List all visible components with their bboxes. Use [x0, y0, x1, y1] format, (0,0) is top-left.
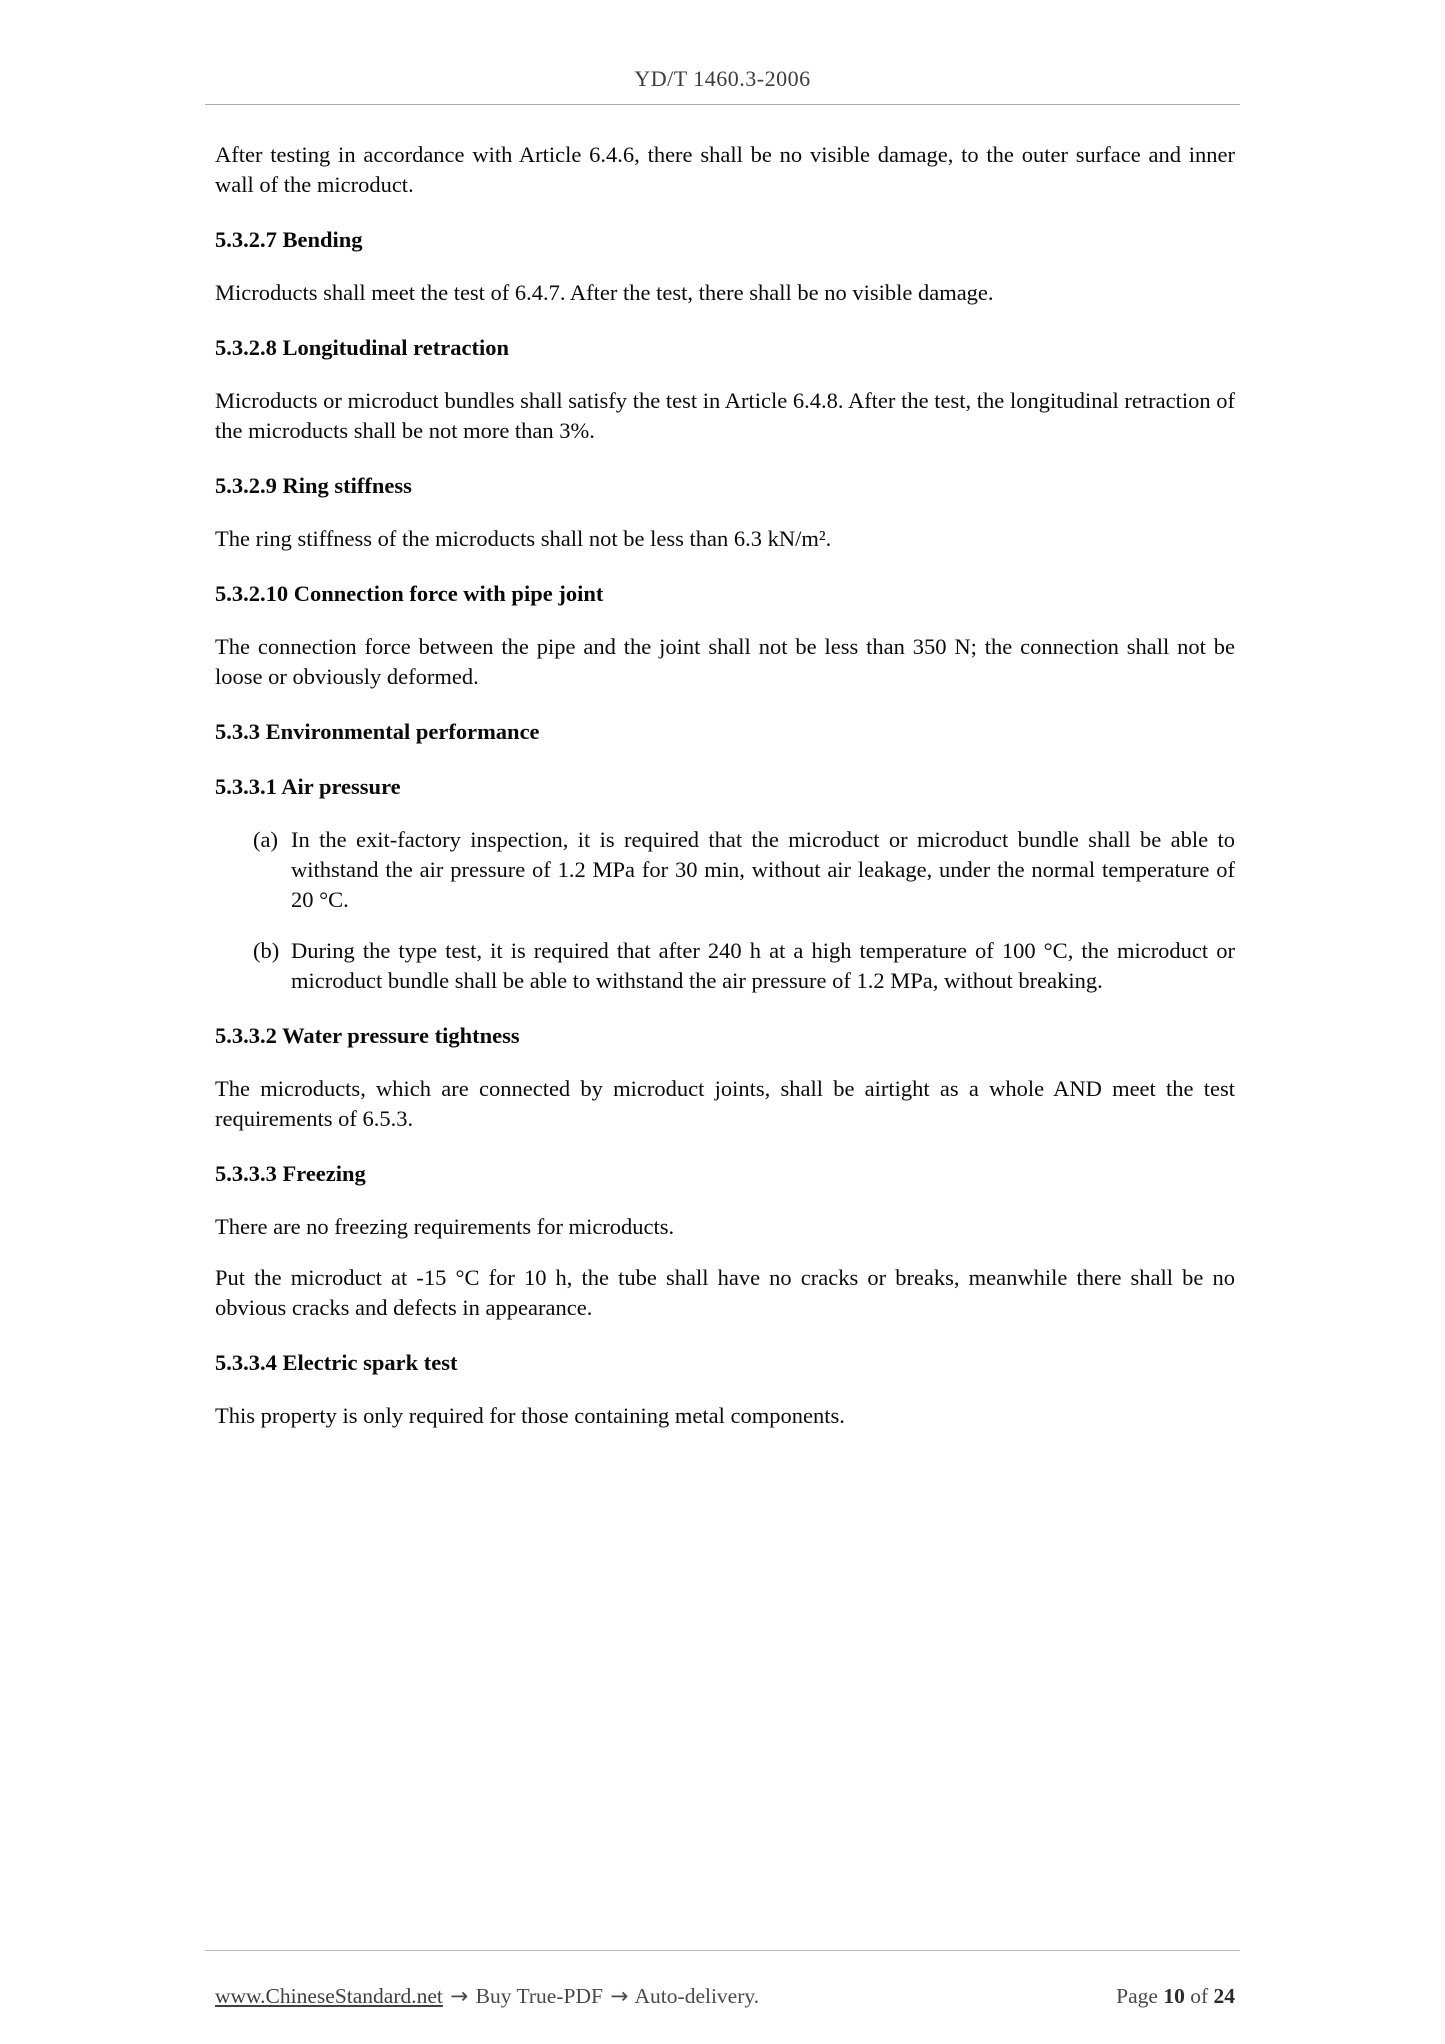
arrow-right-icon: →: [450, 1984, 469, 2009]
list-item-text: In the exit-factory inspection, it is required that the microduct or microduct bundle shall be able to withstand the air pressure of 1.2 MPa for 30 min, without air leakage, under the normal temperature of 20 °C.: [291, 827, 1235, 912]
paragraph: The connection force between the pipe and the joint shall not be less than 350 N; the connection shall not be loose or obviously deformed.: [215, 634, 1235, 689]
list-marker: (b): [253, 938, 280, 963]
doc-number: YD/T 1460.3-2006: [634, 66, 811, 91]
section-heading-ring-stiffness: 5.3.2.9 Ring stiffness: [215, 473, 412, 498]
paragraph: This property is only required for those containing metal components.: [215, 1403, 845, 1428]
footer-buy-text: Buy True-PDF: [475, 1984, 603, 2008]
page-header: [205, 66, 1240, 92]
page-content: [215, 119, 1235, 1452]
paragraph: Microducts shall meet the test of 6.4.7. After the test, there shall be no visible damage.: [215, 280, 994, 305]
section-heading-air-pressure: 5.3.3.1 Air pressure: [215, 774, 401, 799]
total-page-number: 24: [1213, 1984, 1235, 2008]
paragraph: After testing in accordance with Article 6.4.6, there shall be no visible damage, to the outer surface and inner wall of the microduct.: [215, 142, 1235, 197]
paragraph: Put the microduct at -15 °C for 10 h, the tube shall have no cracks or breaks, meanwhile there shall be no obvious cracks and defects in appearance.: [215, 1265, 1235, 1320]
paragraph: The microducts, which are connected by microduct joints, shall be airtight as a whole AND meet the test requirements of 6.5.3.: [215, 1076, 1235, 1131]
header-divider: [205, 104, 1240, 105]
section-heading-water-pressure-tightness: 5.3.3.2 Water pressure tightness: [215, 1023, 520, 1048]
footer-info: [215, 1984, 759, 2009]
footer-delivery-text: Auto-delivery.: [634, 1984, 760, 2008]
footer-site-link[interactable]: www.ChineseStandard.net: [215, 1984, 443, 2008]
current-page-number: 10: [1163, 1984, 1185, 2008]
section-heading-longitudinal-retraction: 5.3.2.8 Longitudinal retraction: [215, 335, 509, 360]
footer-divider: [205, 1950, 1240, 1951]
section-heading-bending: 5.3.2.7 Bending: [215, 227, 363, 252]
section-heading-freezing: 5.3.3.3 Freezing: [215, 1161, 366, 1186]
list-item: [215, 825, 1235, 915]
section-heading-environmental-performance: 5.3.3 Environmental performance: [215, 719, 540, 744]
list-item: [215, 936, 1235, 996]
paragraph: Microducts or microduct bundles shall satisfy the test in Article 6.4.8. After the test, the longitudinal retraction of the microducts shall be not more than 3%.: [215, 388, 1235, 443]
paragraph: The ring stiffness of the microducts shall not be less than 6.3 kN/m².: [215, 526, 832, 551]
section-heading-electric-spark-test: 5.3.3.4 Electric spark test: [215, 1350, 458, 1375]
page-label: Page: [1116, 1984, 1158, 2008]
list-item-text: During the type test, it is required that after 240 h at a high temperature of 100 °C, the microduct or microduct bundle shall be able to withstand the air pressure of 1.2 MPa, without breaking.: [291, 938, 1235, 993]
section-heading-connection-force: 5.3.2.10 Connection force with pipe joint: [215, 581, 604, 606]
footer-page-indicator: [1116, 1984, 1235, 2009]
of-label: of: [1190, 1984, 1209, 2008]
paragraph: There are no freezing requirements for microducts.: [215, 1214, 675, 1239]
list-marker: (a): [253, 827, 278, 852]
arrow-right-icon: →: [610, 1984, 629, 2009]
page-footer: [215, 1984, 1235, 2009]
